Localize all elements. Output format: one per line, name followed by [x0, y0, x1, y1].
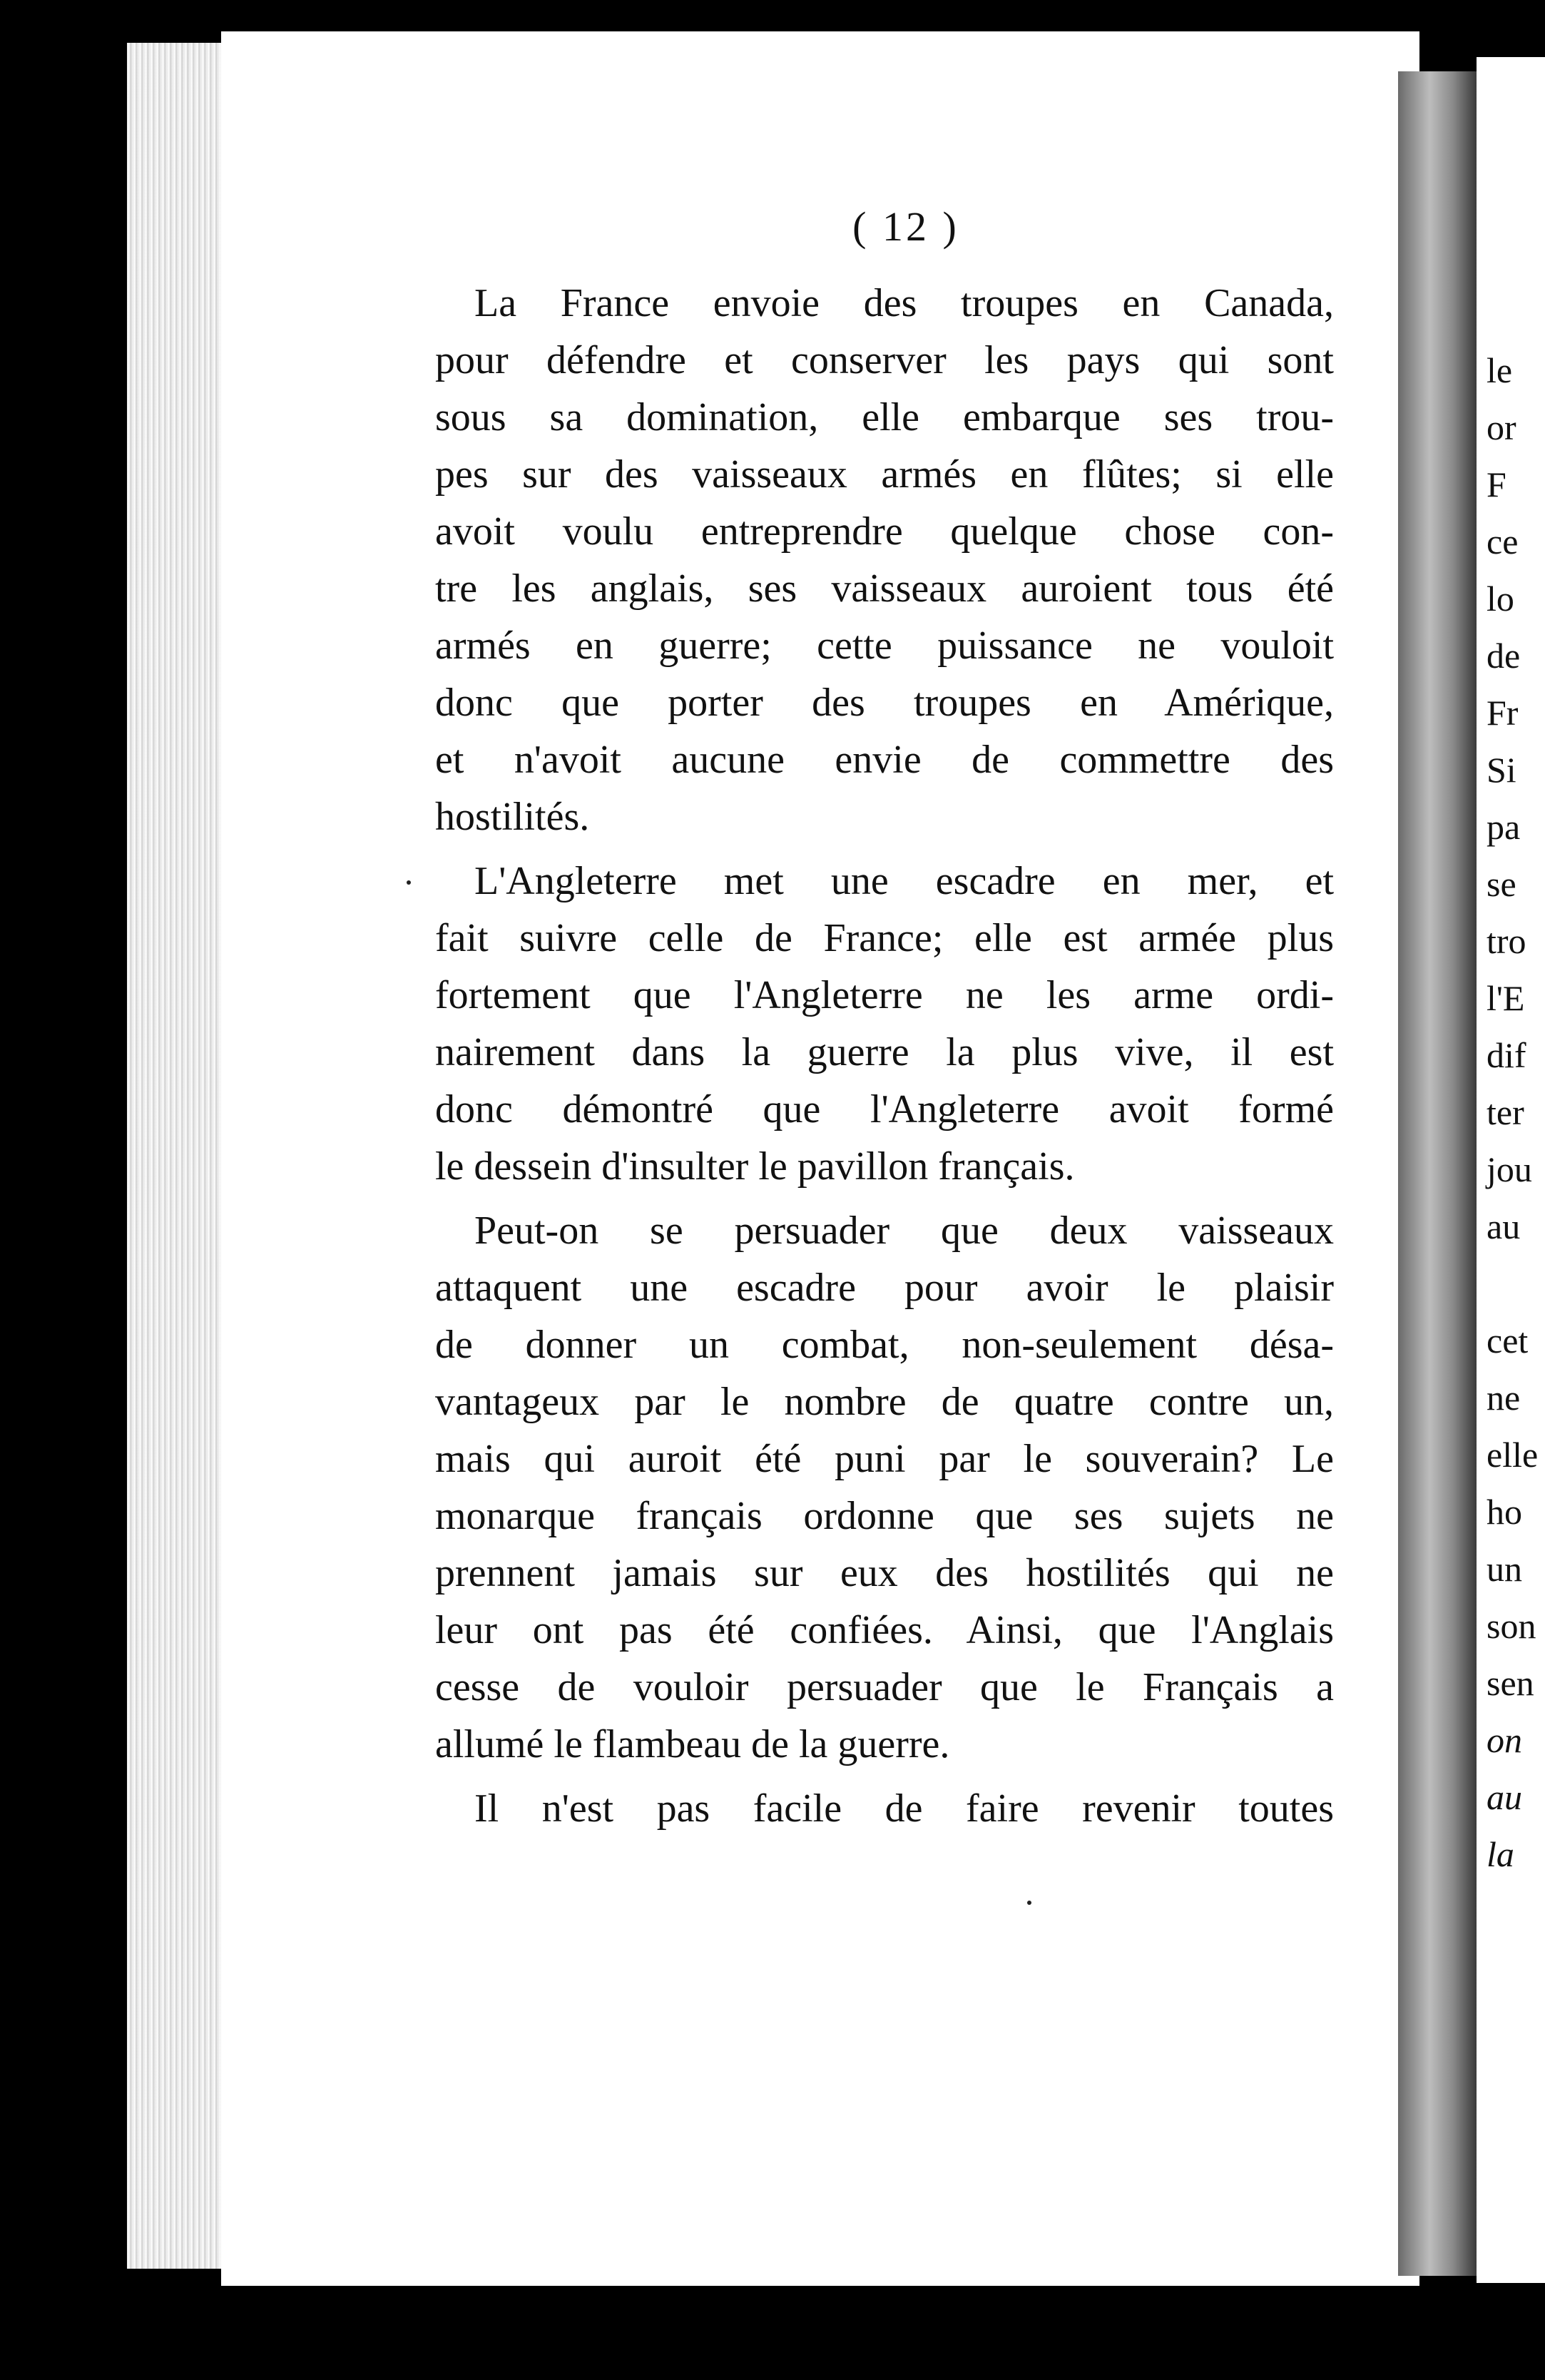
text-line: cesse de vouloir persuader que le Français a [435, 1665, 1334, 1709]
facing-page-fragment: un [1487, 1549, 1522, 1589]
text-line: le dessein d'insulter le pavillon français. [435, 1144, 1075, 1189]
facing-page-fragment: son [1487, 1606, 1536, 1646]
facing-page-fragment: de [1487, 636, 1521, 676]
facing-page-fragment: Fr [1487, 693, 1519, 733]
facing-page-fragment: jou [1487, 1149, 1532, 1189]
text-line: donc que porter des troupes en Amérique, [435, 681, 1334, 725]
text-line: et n'avoit aucune envie de commettre des [435, 738, 1334, 782]
text-line: Peut-on se persuader que deux vaisseaux [474, 1209, 1334, 1253]
facing-page-fragment: pa [1487, 807, 1521, 847]
text-line: leur ont pas été confiées. Ainsi, que l'Anglais [435, 1608, 1334, 1652]
book-gutter [1398, 71, 1477, 2276]
facing-page-fragment: or [1487, 407, 1516, 447]
facing-page-fragment: le [1487, 350, 1513, 390]
text-line: avoit voulu entreprendre quelque chose con- [435, 509, 1334, 554]
facing-page-fragment: tro [1487, 921, 1526, 961]
book-page [221, 31, 1419, 2286]
facing-page-fragment: dif [1487, 1035, 1526, 1075]
facing-page-fragment: sen [1487, 1663, 1534, 1703]
facing-page-fragment: ho [1487, 1492, 1522, 1532]
facing-page-fragment: elle [1487, 1435, 1539, 1475]
page-number: ( 12 ) [852, 203, 959, 250]
text-line: pour défendre et conserver les pays qui sont [435, 338, 1334, 382]
text-line: attaquent une escadre pour avoir le plaisir [435, 1266, 1334, 1310]
facing-page-fragment: lo [1487, 579, 1514, 619]
text-line: armés en guerre; cette puissance ne vouloit [435, 624, 1334, 668]
text-line: La France envoie des troupes en Canada, [474, 281, 1334, 325]
facing-page-fragment: cet [1487, 1321, 1529, 1361]
facing-page-fragment: Si [1487, 750, 1516, 790]
facing-page-fragment: au [1487, 1777, 1522, 1817]
text-line: prennent jamais sur eux des hostilités qui ne [435, 1551, 1334, 1595]
text-line: allumé le flambeau de la guerre. [435, 1722, 950, 1766]
text-line: fait suivre celle de France; elle est armée plus [435, 916, 1334, 960]
facing-page-fragment: ne [1487, 1378, 1521, 1418]
facing-page-fragment: au [1487, 1206, 1521, 1246]
text-line: vantageux par le nombre de quatre contre un, [435, 1380, 1334, 1424]
text-line: fortement que l'Angleterre ne les arme ordi- [435, 973, 1334, 1017]
facing-page-edge [1477, 57, 1545, 2283]
facing-page-fragment: se [1487, 864, 1516, 904]
facing-page-fragment: ce [1487, 522, 1519, 561]
facing-page-fragment: on [1487, 1720, 1522, 1760]
text-line: Il n'est pas facile de faire revenir toutes [474, 1786, 1334, 1831]
facing-page-fragment: l'E [1487, 978, 1525, 1018]
text-line: donc démontré que l'Angleterre avoit formé [435, 1087, 1334, 1131]
facing-page-fragment: ter [1487, 1092, 1524, 1132]
text-line: mais qui auroit été puni par le souverain? Le [435, 1437, 1334, 1481]
facing-page-fragment: F [1487, 464, 1506, 504]
ink-speck [407, 880, 411, 885]
facing-page-fragment: la [1487, 1834, 1514, 1874]
page-edges [127, 43, 227, 2269]
text-line: nairement dans la guerre la plus vive, il est [435, 1030, 1334, 1074]
text-line: hostilités. [435, 795, 590, 839]
text-line: tre les anglais, ses vaisseaux auroient tous été [435, 566, 1334, 611]
text-line: de donner un combat, non-seulement désa- [435, 1323, 1334, 1367]
text-line: L'Angleterre met une escadre en mer, et [474, 859, 1334, 903]
ink-speck [1027, 1901, 1031, 1905]
text-line: pes sur des vaisseaux armés en flûtes; si elle [435, 452, 1334, 497]
text-line: monarque français ordonne que ses sujets ne [435, 1494, 1334, 1538]
text-line: sous sa domination, elle embarque ses trou- [435, 395, 1334, 439]
